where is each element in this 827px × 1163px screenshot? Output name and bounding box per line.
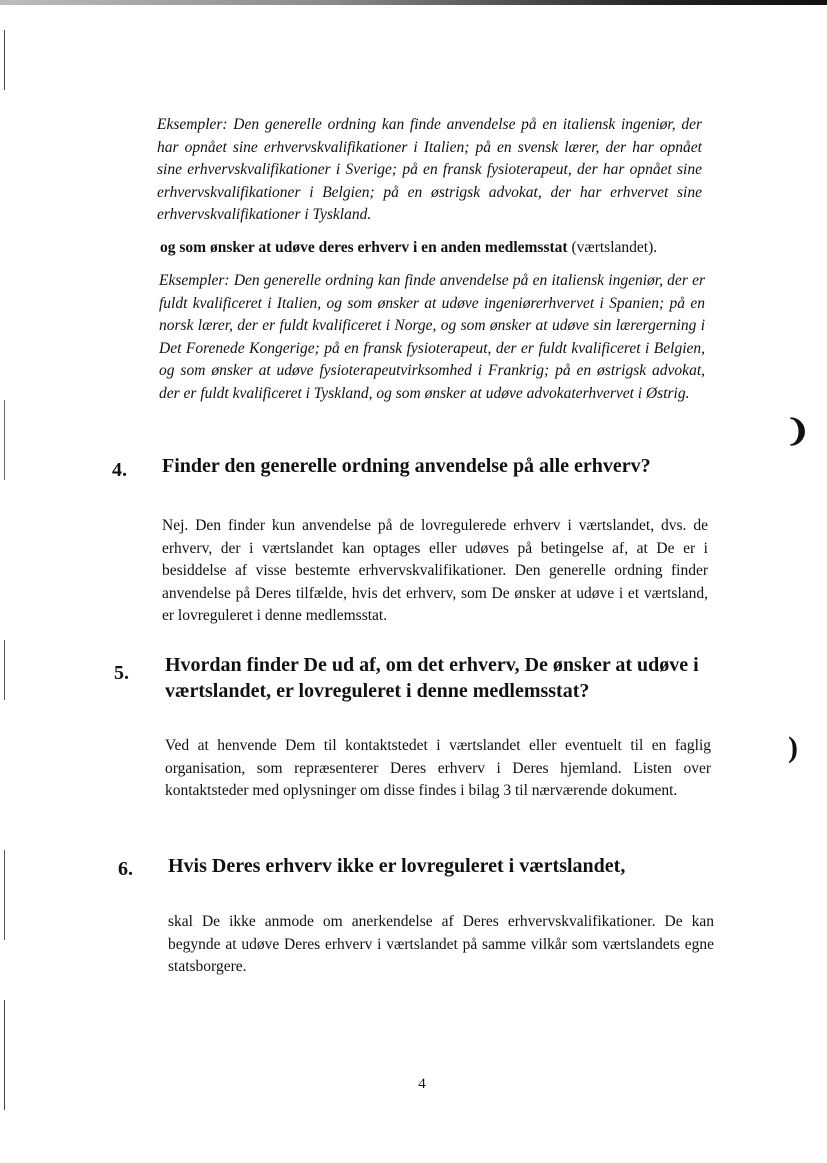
- examples-paragraph-2: Eksempler: Den generelle ordning kan finde anvendelse på en italiensk ingeniør, der er fuldt kvalificeret i Italien, og som ønsker at udøve ingeniørerhvervet i Spanien; på en norsk lærer, der er fuldt kvalificeret i Norge, og som ønsker at udøve sin lærergerning i Det Forenede Kongerige; på en fransk fysioterapeut, der er fuldt kvalificeret i Belgien, og som ønsker at udøve fysioterapeutvirksomhed i Frankrig; på en østrigsk advokat, der er fuldt kvalificeret i Tyskland, og som ønsker at udøve advokaterhvervet i Østrig.: [159, 272, 705, 402]
- scan-left-edge: [4, 640, 5, 700]
- section-5-number: 5.: [114, 662, 129, 684]
- scan-left-edge: [4, 850, 5, 940]
- examples-paragraph-1: Eksempler: Den generelle ordning kan finde anvendelse på en italiensk ingeniør, der har opnået sine erhvervskvalifikationer i Italien; på en svensk lærer, der har opnået sine erhvervskvalifikationer i Sverige; på en fransk fysioterapeut, der har opnået sine erhvervskvalifikationer i Belgien; på en østrigsk advokat, der har erhvervet sine erhvervskvalifikationer i Tyskland.: [157, 116, 702, 223]
- page-number: 4: [418, 1076, 426, 1092]
- host-country-statement: [160, 237, 720, 259]
- section-5-body: Ved at henvende Dem til kontaktstedet i værtslandet eller eventuelt til en faglig organisation, som repræsenterer Deres erhverv i Deres hjemland. Listen over kontaktsteder med oplysninger om disse findes i bilag 3 til nærværende dokument.: [165, 737, 711, 799]
- scan-top-edge: [0, 0, 827, 5]
- section-4-number: 4.: [112, 459, 127, 481]
- section-6-number: 6.: [118, 858, 133, 880]
- section-6-title: Hvis Deres erhverv ikke er lovreguleret i værtslandet,: [168, 855, 626, 877]
- scan-left-edge: [4, 30, 5, 90]
- section-6-body: skal De ikke anmode om anerkendelse af Deres erhvervskvalifikationer. De kan begynde at udøve Deres erhverv i værtslandet på samme vilkår som værtslandets egne statsborgere.: [168, 913, 714, 975]
- host-statement-bold: og som ønsker at udøve deres erhverv i en anden medlemsstat: [160, 239, 568, 256]
- section-4-body: Nej. Den finder kun anvendelse på de lovregulerede erhverv i værtslandet, dvs. de erhverv, der i værtslandet kan optages eller udøves på betingelse af, at De er i besiddelse af visse bestemte erhvervskvalifikationer. Den generelle ordning finder anvendelse på Deres tilfælde, hvis det erhverv, som De ønsker at udøve i et værtsland, er lovreguleret i denne medlemsstat.: [162, 517, 708, 624]
- section-5-title: Hvordan finder De ud af, om det erhverv, De ønsker at udøve i værtslandet, er lovreguleret i denne medlemsstat?: [165, 654, 699, 702]
- scan-left-edge: [4, 400, 5, 480]
- scan-margin-mark: ❩: [785, 415, 811, 448]
- section-4-title: Finder den generelle ordning anvendelse på alle erhverv?: [162, 455, 651, 477]
- scan-margin-mark: ): [788, 731, 798, 764]
- host-statement-normal: (værtslandet).: [567, 239, 658, 256]
- scan-left-edge: [4, 1000, 5, 1110]
